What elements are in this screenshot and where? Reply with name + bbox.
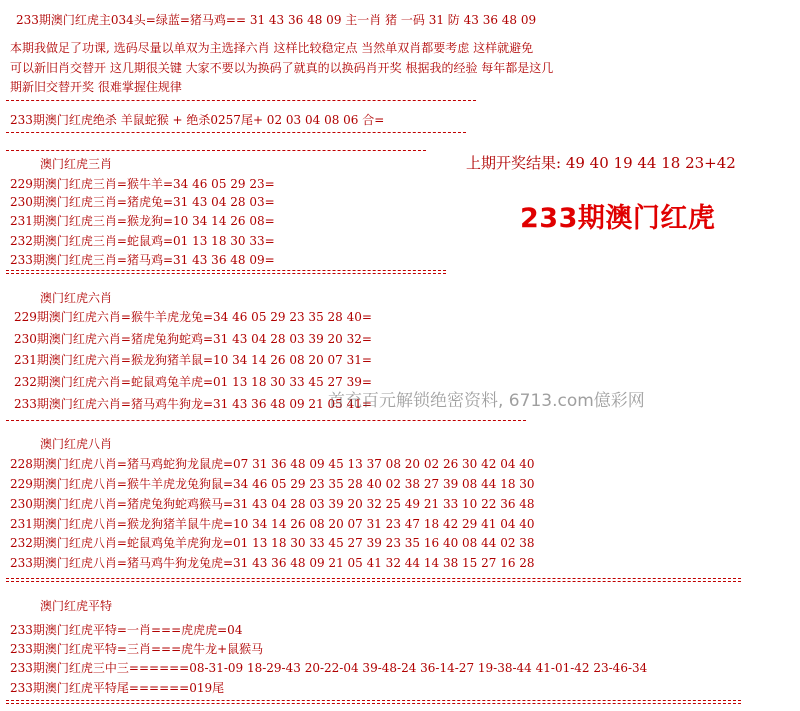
header-line: 233期澳门红虎主034头=绿蓝=猪马鸡== 31 43 36 48 09 主一肖 猪 一码 31 防 43 36 48 09 [16, 13, 537, 27]
issue-banner: 233期澳门红虎 [520, 203, 716, 234]
list-item: 231期澳门红虎三肖=猴龙狗=10 34 14 26 08= [10, 214, 275, 228]
list-item: 230期澳门红虎八肖=猪虎兔狗蛇鸡猴马=31 43 04 28 03 39 20 32 25 49 21 33 10 22 36 48 [10, 497, 535, 511]
kill-line: 233期澳门红虎绝杀 羊鼠蛇猴 + 绝杀0257尾+ 02 03 04 08 06 合= [10, 113, 385, 127]
last-result: 上期开奖结果: 49 40 19 44 18 23+42 [466, 154, 736, 172]
list-item: 233期澳门红虎三中三======08-31-09 18-29-43 20-22-04 39-48-24 36-14-27 19-38-44 41-01-42 23-46-34 [10, 661, 648, 675]
list-item: 229期澳门红虎六肖=猴牛羊虎龙兔=34 46 05 29 23 35 28 40= [14, 310, 372, 324]
list-item: 231期澳门红虎八肖=猴龙狗猪羊鼠牛虎=10 34 14 26 08 20 07 31 23 47 18 42 29 41 04 40 [10, 517, 535, 531]
list-item: 228期澳门红虎八肖=猪马鸡蛇狗龙鼠虎=07 31 36 48 09 45 13 37 08 20 02 26 30 42 04 40 [10, 457, 535, 471]
divider [6, 700, 741, 701]
section-title-special: 澳门红虎平特 [40, 599, 113, 613]
list-item: 229期澳门红虎八肖=猴牛羊虎龙兔狗鼠=34 46 05 29 23 35 28 40 02 38 27 39 08 44 18 30 [10, 477, 535, 491]
list-item: 230期澳门红虎六肖=猪虎兔狗蛇鸡=31 43 04 28 03 39 20 32= [14, 332, 372, 346]
list-item: 233期澳门红虎八肖=猪马鸡牛狗龙兔虎=31 43 36 48 09 21 05 41 32 44 14 38 15 27 16 28 [10, 556, 535, 570]
list-item: 233期澳门红虎平特=一肖===虎虎虎=04 [10, 623, 243, 637]
list-item: 233期澳门红虎三肖=猪马鸡=31 43 36 48 09= [10, 253, 275, 267]
divider [6, 150, 426, 151]
list-item: 233期澳门红虎平特尾======019尾 [10, 681, 225, 695]
intro-line-2: 可以新旧肖交替开 这几期很关键 大家不要以为换码了就真的以换码肖开奖 根据我的经验 每年都是这几 [10, 61, 554, 75]
divider [6, 100, 476, 101]
divider [6, 270, 446, 271]
list-item: 233期澳门红虎平特=三肖===虎牛龙+鼠猴马 [10, 642, 264, 656]
divider [6, 132, 466, 133]
list-item: 229期澳门红虎三肖=猴牛羊=34 46 05 29 23= [10, 177, 275, 191]
section-title-three: 澳门红虎三肖 [40, 157, 113, 171]
list-item: 231期澳门红虎六肖=猴龙狗猪羊鼠=10 34 14 26 08 20 07 31= [14, 353, 372, 367]
divider [6, 578, 741, 579]
divider [6, 420, 526, 421]
list-item: 233期澳门红虎六肖=猪马鸡牛狗龙=31 43 36 48 09 21 05 41= [14, 397, 372, 411]
intro-line-1: 本期我做足了功课, 选码尽量以单双为主选择六肖 这样比较稳定点 当然单双肖都要考虑 这样就避免 [10, 41, 534, 55]
section-title-six: 澳门红虎六肖 [40, 291, 113, 305]
list-item: 230期澳门红虎三肖=猪虎兔=31 43 04 28 03= [10, 195, 275, 209]
watermark: 首充百元解锁绝密资料, 6713.com億彩网 [328, 391, 645, 411]
list-item: 232期澳门红虎三肖=蛇鼠鸡=01 13 18 30 33= [10, 234, 275, 248]
list-item: 232期澳门红虎八肖=蛇鼠鸡兔羊虎狗龙=01 13 18 30 33 45 27 39 23 35 16 40 08 44 02 38 [10, 536, 535, 550]
section-title-eight: 澳门红虎八肖 [40, 437, 113, 451]
intro-line-3: 期新旧交替开奖 很难掌握住规律 [10, 80, 182, 94]
list-item: 232期澳门红虎六肖=蛇鼠鸡兔羊虎=01 13 18 30 33 45 27 39= [14, 375, 372, 389]
